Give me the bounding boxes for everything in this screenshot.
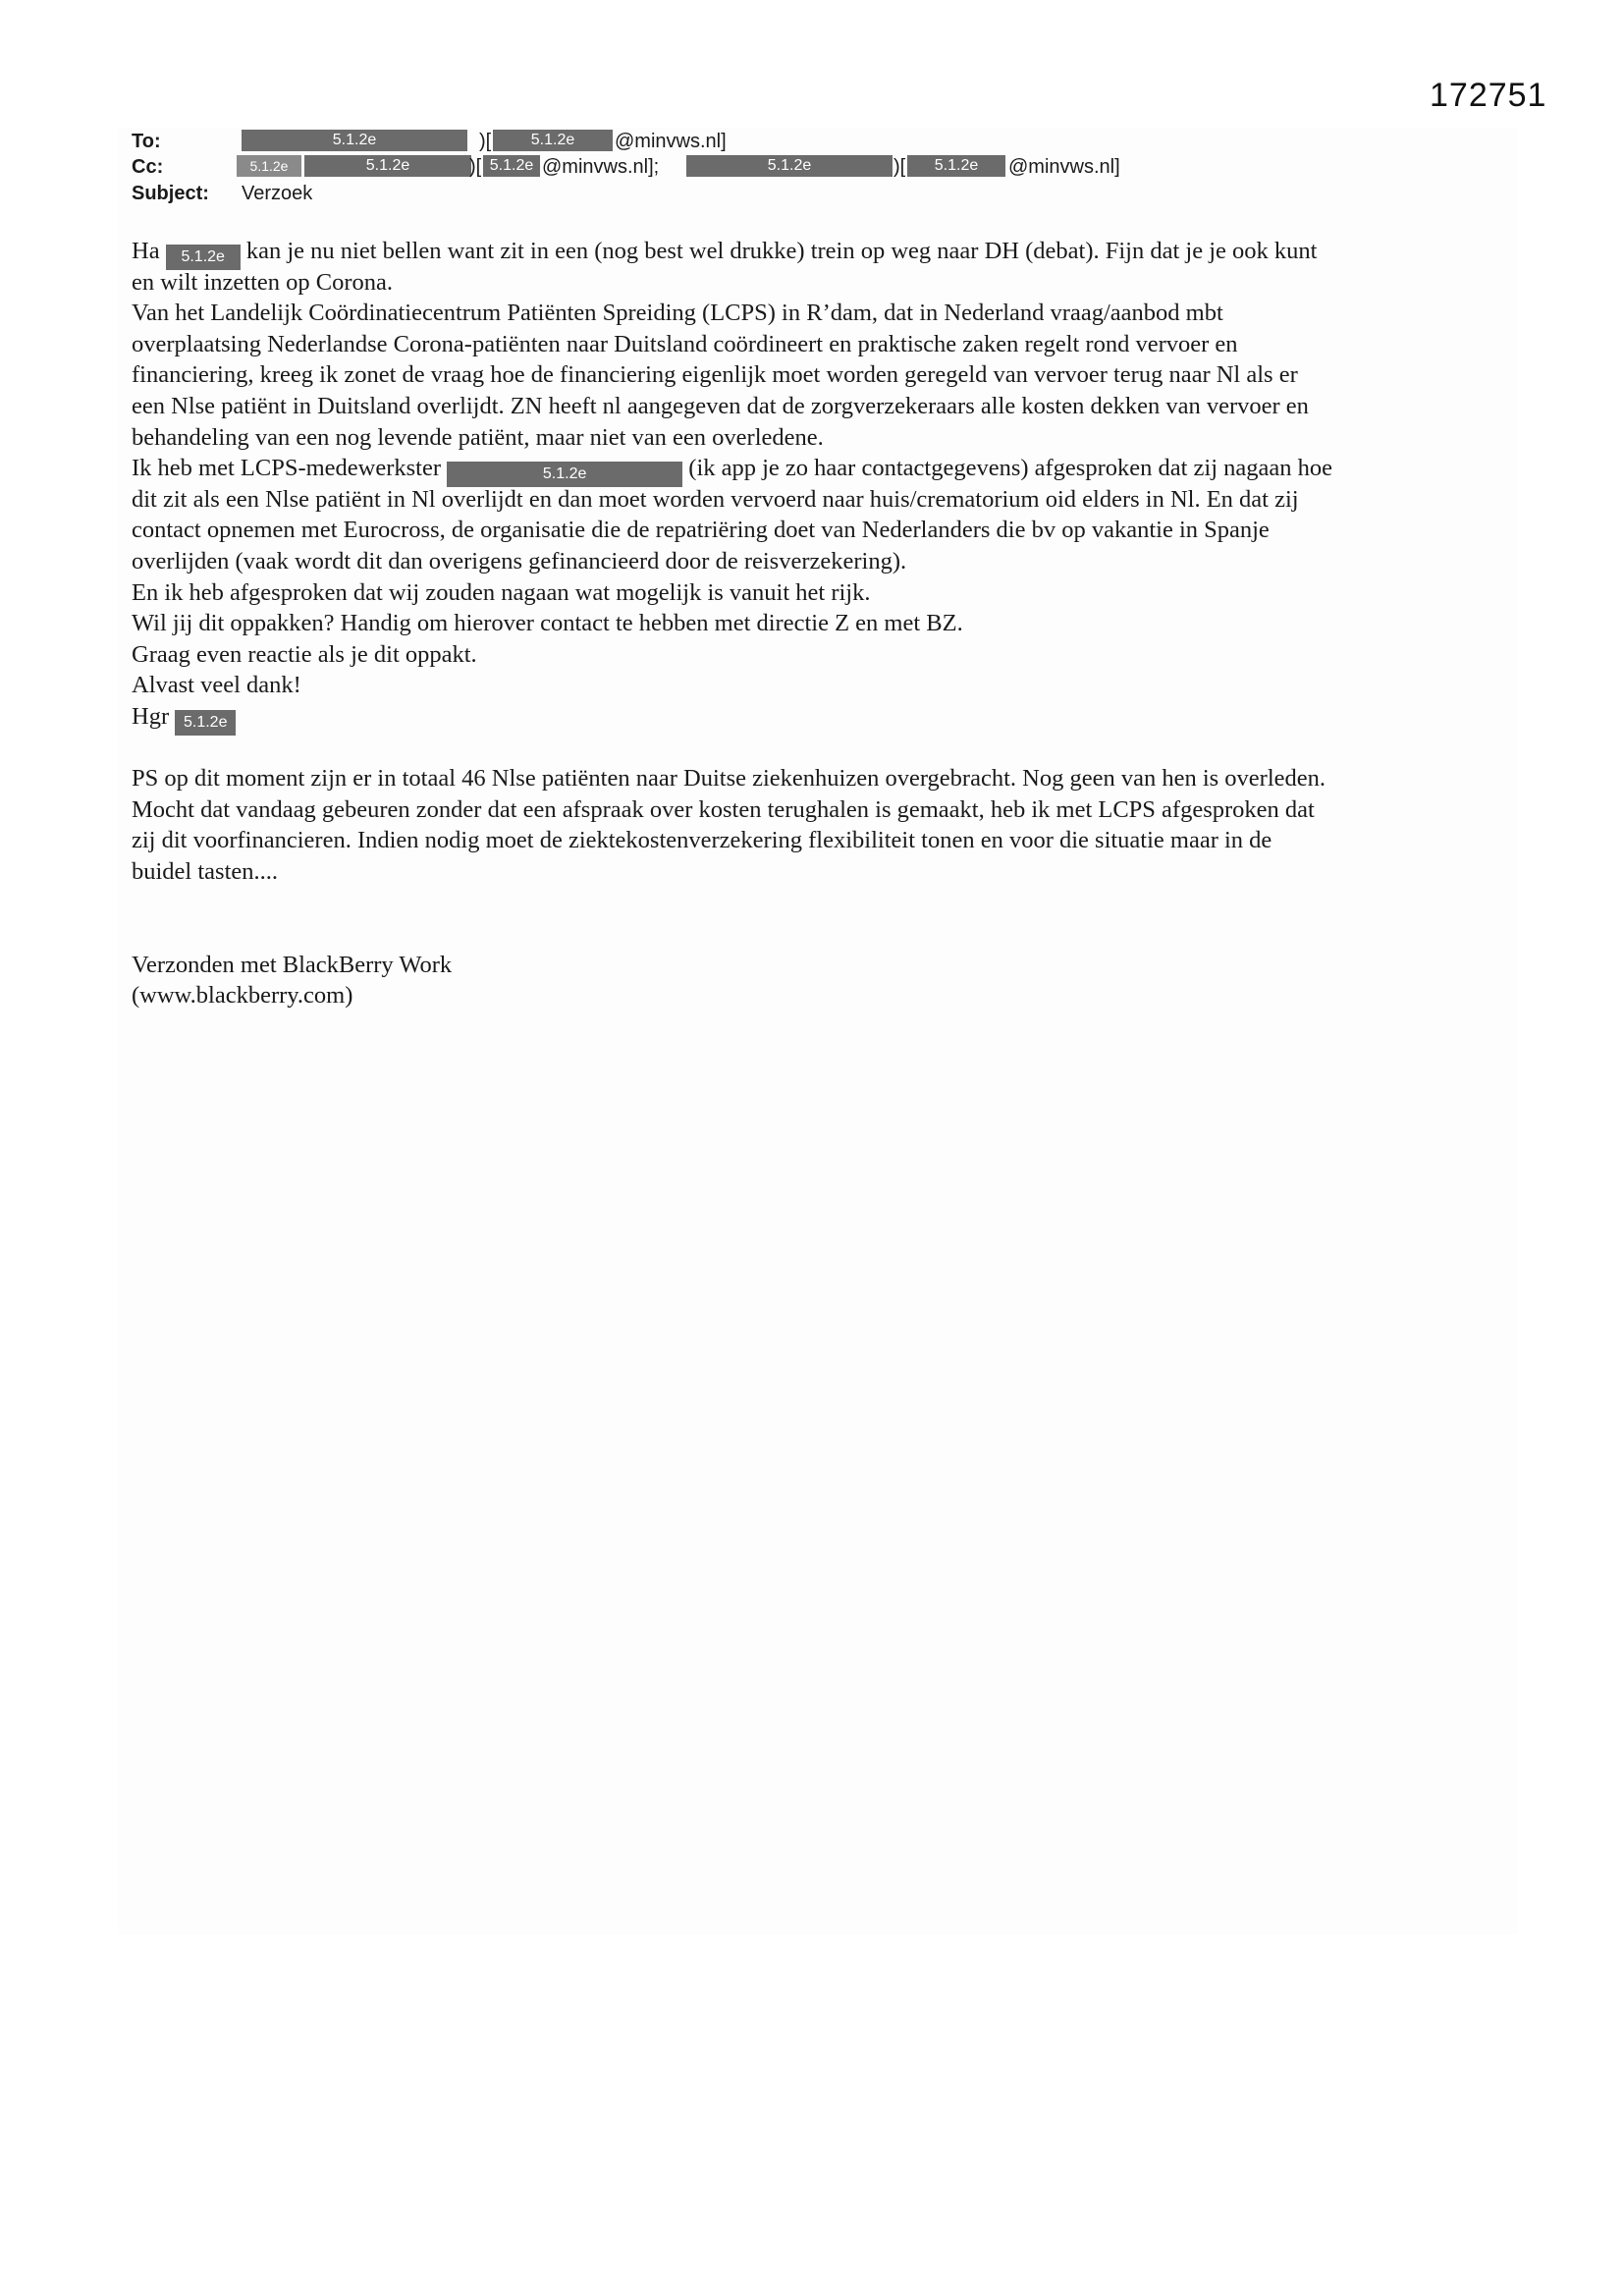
body-line: behandeling van een nog levende patiënt, maar niet van een overledene.	[132, 423, 824, 451]
body-line: overplaatsing Nederlandse Corona-patiënten naar Duitsland coördineert en praktische zaken regelt rond vervoer en	[132, 330, 1238, 357]
redaction-block: 5.1.2e	[237, 155, 301, 177]
body-line: Mocht dat vandaag gebeuren zonder dat een afspraak over kosten terughalen is gemaakt, heb ik met LCPS afgesproken dat	[132, 795, 1315, 823]
body-line: Wil jij dit oppakken? Handig om hierover contact te hebben met directie Z en met BZ.	[132, 610, 963, 637]
bracket-separator: )[	[479, 131, 492, 152]
body-line: financiering, kreeg ik zonet de vraag hoe de financiering eigenlijk moet worden geregeld van vervoer terug naar Nl als er	[132, 361, 1298, 389]
bracket-separator: )[	[469, 156, 482, 178]
body-text: (ik app je zo haar contactgegevens) afgesproken dat zij nagaan hoe	[688, 455, 1333, 482]
redaction-block: 5.1.2e	[483, 155, 540, 177]
body-line: overlijden (vaak wordt dit dan overigens gefinancieerd door de reisverzekering).	[132, 547, 907, 574]
body-text: Ik heb met LCPS-medewerkster	[132, 455, 442, 482]
body-line	[132, 453, 1506, 484]
body-line: Alvast veel dank!	[132, 672, 301, 699]
greeting-text: Ha	[132, 238, 160, 264]
body-line	[132, 701, 1506, 733]
paragraph-gap	[132, 918, 1506, 950]
redaction-block: 5.1.2e	[242, 130, 467, 151]
email-domain: @minvws.nl]	[1008, 156, 1120, 178]
body-line: En ik heb afgesproken dat wij zouden nagaan wat mogelijk is vanuit het rijk.	[132, 578, 871, 606]
body-line	[132, 236, 1506, 267]
cc-label: Cc:	[132, 156, 164, 178]
redaction-block: 5.1.2e	[304, 155, 471, 177]
body-line: contact opnemen met Eurocross, de organisatie die de repatriëring doet van Nederlanders die bv op vakantie in Spanje	[132, 517, 1270, 544]
to-label: To:	[132, 131, 161, 152]
paragraph-gap	[132, 733, 1506, 764]
redaction-block: 5.1.2e	[907, 155, 1005, 177]
redaction-block: 5.1.2e	[166, 245, 241, 270]
subject-label: Subject:	[132, 183, 209, 204]
body-line: en wilt inzetten op Corona.	[132, 268, 394, 296]
body-line: een Nlse patiënt in Duitsland overlijdt. ZN heeft nl aangegeven dat de zorgverzekeraars alle kosten dekken van vervoer en	[132, 392, 1309, 419]
body-line: zij dit voorfinancieren. Indien nodig moet de ziektekostenverzekering flexibiliteit tonen en voor die situatie maar in de	[132, 827, 1272, 854]
redaction-block: 5.1.2e	[447, 462, 682, 487]
redaction-block: 5.1.2e	[686, 155, 893, 177]
email-domain: @minvws.nl]	[615, 131, 727, 152]
signature-line: Verzonden met BlackBerry Work	[132, 951, 453, 978]
body-line: Graag even reactie als je dit oppakt.	[132, 640, 477, 668]
signature-link[interactable]: (www.blackberry.com)	[132, 982, 353, 1010]
body-line: dit zit als een Nlse patiënt in Nl overlijdt en dan moet worden vervoerd naar huis/crematorium oid elders in Nl. En dat zij	[132, 485, 1299, 513]
document-number: 172751	[1430, 77, 1547, 114]
body-line: buidel tasten....	[132, 857, 279, 885]
email-domain: @minvws.nl];	[542, 156, 660, 178]
closing-text: Hgr	[132, 702, 170, 730]
redaction-block: 5.1.2e	[493, 130, 613, 151]
paragraph-gap	[132, 887, 1506, 918]
subject-text: Verzoek	[242, 183, 313, 204]
body-line: Van het Landelijk Coördinatiecentrum Patiënten Spreiding (LCPS) in R’dam, dat in Nederland vraag/aanbod mbt	[132, 300, 1223, 327]
redaction-block: 5.1.2e	[175, 710, 236, 736]
email-body	[132, 236, 1506, 1011]
body-text: kan je nu niet bellen want zit in een (nog best wel drukke) trein op weg naar DH (debat). Fijn dat je je ook kunt	[245, 238, 1318, 264]
body-line: PS op dit moment zijn er in totaal 46 Nlse patiënten naar Duitse ziekenhuizen overgebracht. Nog geen van hen is overleden.	[132, 765, 1326, 793]
bracket-separator: )[	[893, 156, 906, 178]
